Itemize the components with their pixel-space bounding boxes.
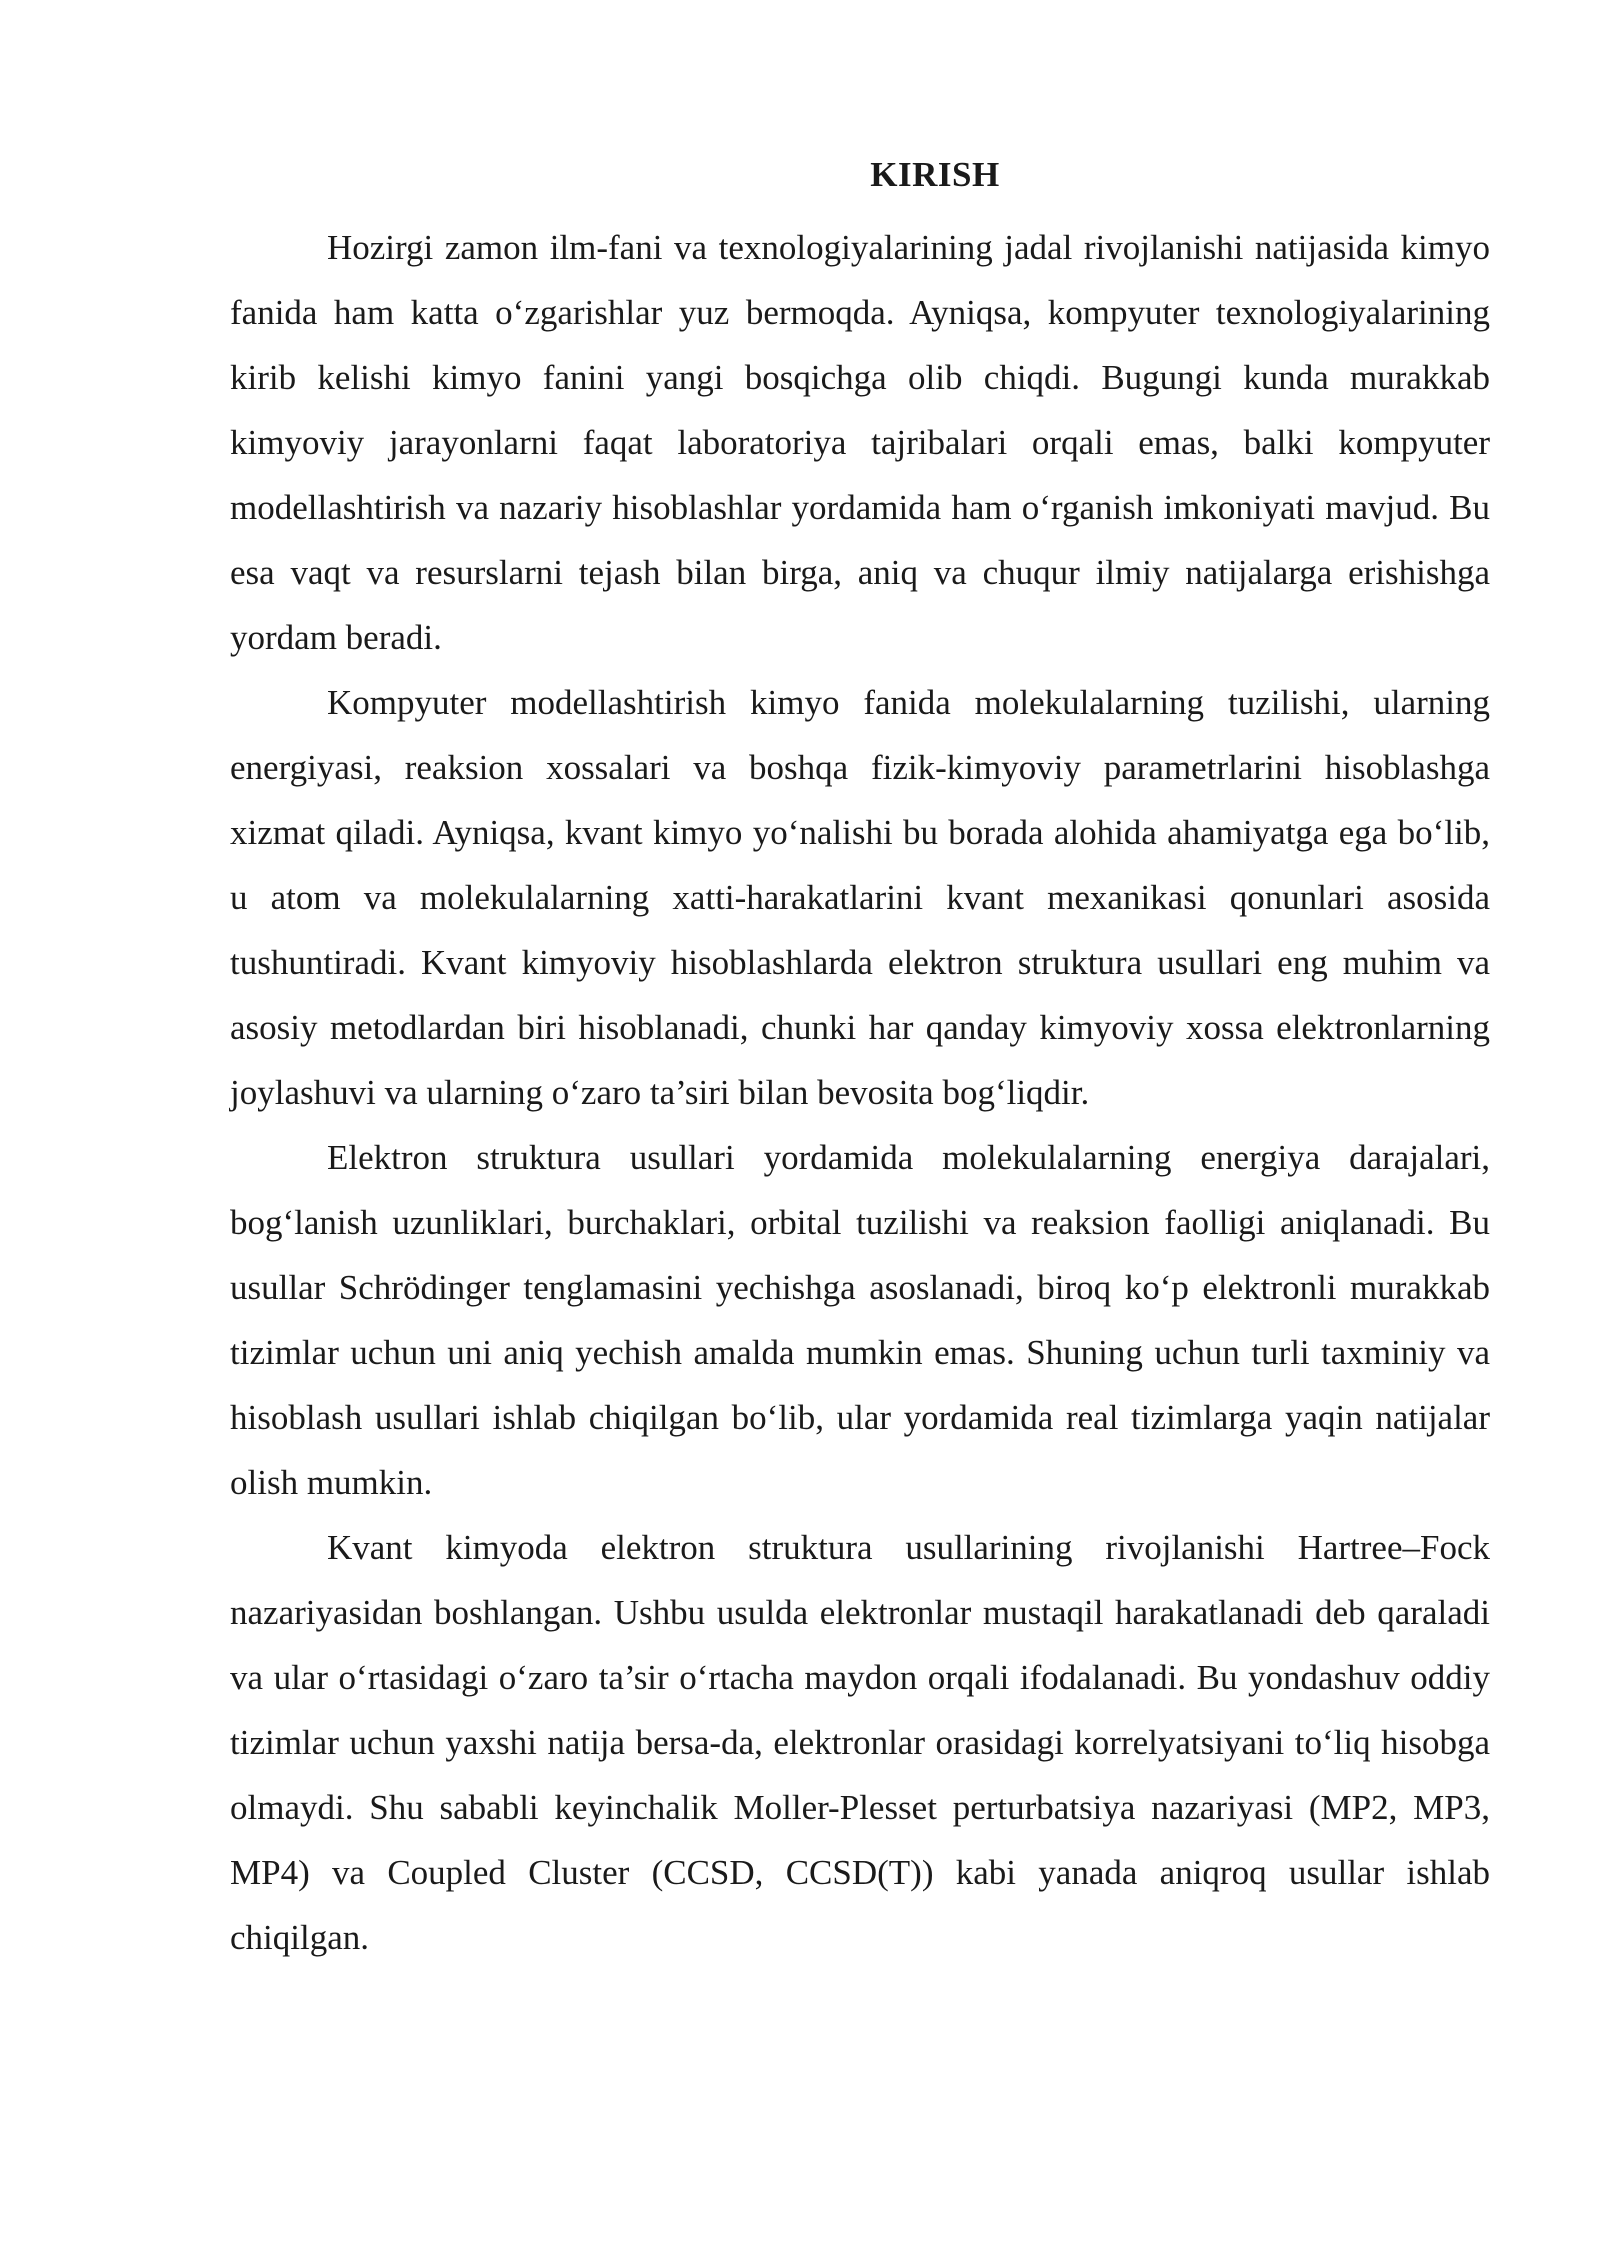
paragraph-4: Kvant kimyoda elektron struktura usullarining rivojlanishi Hartree–Fock nazariyasidan boshlangan. Ushbu usulda elektronlar mustaqil harakatlanadi deb qaraladi va ular o‘rtasidagi o‘zaro ta’sir o‘rtacha maydon orqali ifodalanadi. Bu yondashuv oddiy tizimlar uchun yaxshi natija bersa-da, elektronlar orasidagi korrelyatsiyani to‘liq hisobga olmaydi. Shu sababli keyinchalik Moller-Plesset perturbatsiya nazariyasi (MP2, MP3, MP4) va Coupled Cluster (CCSD, CCSD(T)) kabi yanada aniqroq usullar ishlab chiqilgan. <box>230 1528 1490 1957</box>
paragraph-1: Hozirgi zamon ilm-fani va texnologiyalarining jadal rivojlanishi natijasida kimyo fanida ham katta o‘zgarishlar yuz bermoqda. Ayniqsa, kompyuter texnologiyalarining kirib kelishi kimyo fanini yangi bosqichga olib chiqdi. Bugungi kunda murakkab kimyoviy jarayonlarni faqat laboratoriya tajribalari orqali emas, balki kompyuter modellashtirish va nazariy hisoblashlar yordamida ham o‘rganish imkoniyati mavjud. Bu esa vaqt va resurslarni tejash bilan birga, aniq va chuqur ilmiy natijalarga erishishga yordam beradi. <box>230 228 1490 657</box>
paragraph-3: Elektron struktura usullari yordamida molekulalarning energiya darajalari, bog‘lanish uzunliklari, burchaklari, orbital tuzilishi va reaksion faolligi aniqlanadi. Bu usullar Schrödinger tenglamasini yechishga asoslanadi, biroq ko‘p elektronli murakkab tizimlar uchun uni aniq yechish amalda mumkin emas. Shuning uchun turli taxminiy va hisoblash usullari ishlab chiqilgan bo‘lib, ular yordamida real tizimlarga yaqin natijalar olish mumkin. <box>230 1138 1490 1502</box>
section-title: KIRISH <box>870 155 1000 194</box>
paragraph-2: Kompyuter modellashtirish kimyo fanida molekulalarning tuzilishi, ularning energiyasi, reaksion xossalari va boshqa fizik-kimyoviy parametrlarini hisoblashga xizmat qiladi. Ayniqsa, kvant kimyo yo‘nalishi bu borada alohida ahamiyatga ega bo‘lib, u atom va molekulalarning xatti-harakatlarini kvant mexanikasi qonunlari asosida tushuntiradi. Kvant kimyoviy hisoblashlarda elektron struktura usullari eng muhim va asosiy metodlardan biri hisoblanadi, chunki har qanday kimyoviy xossa elektronlarning joylashuvi va ularning o‘zaro ta’siri bilan bevosita bog‘liqdir. <box>230 683 1490 1112</box>
document-body <box>230 150 1490 1970</box>
